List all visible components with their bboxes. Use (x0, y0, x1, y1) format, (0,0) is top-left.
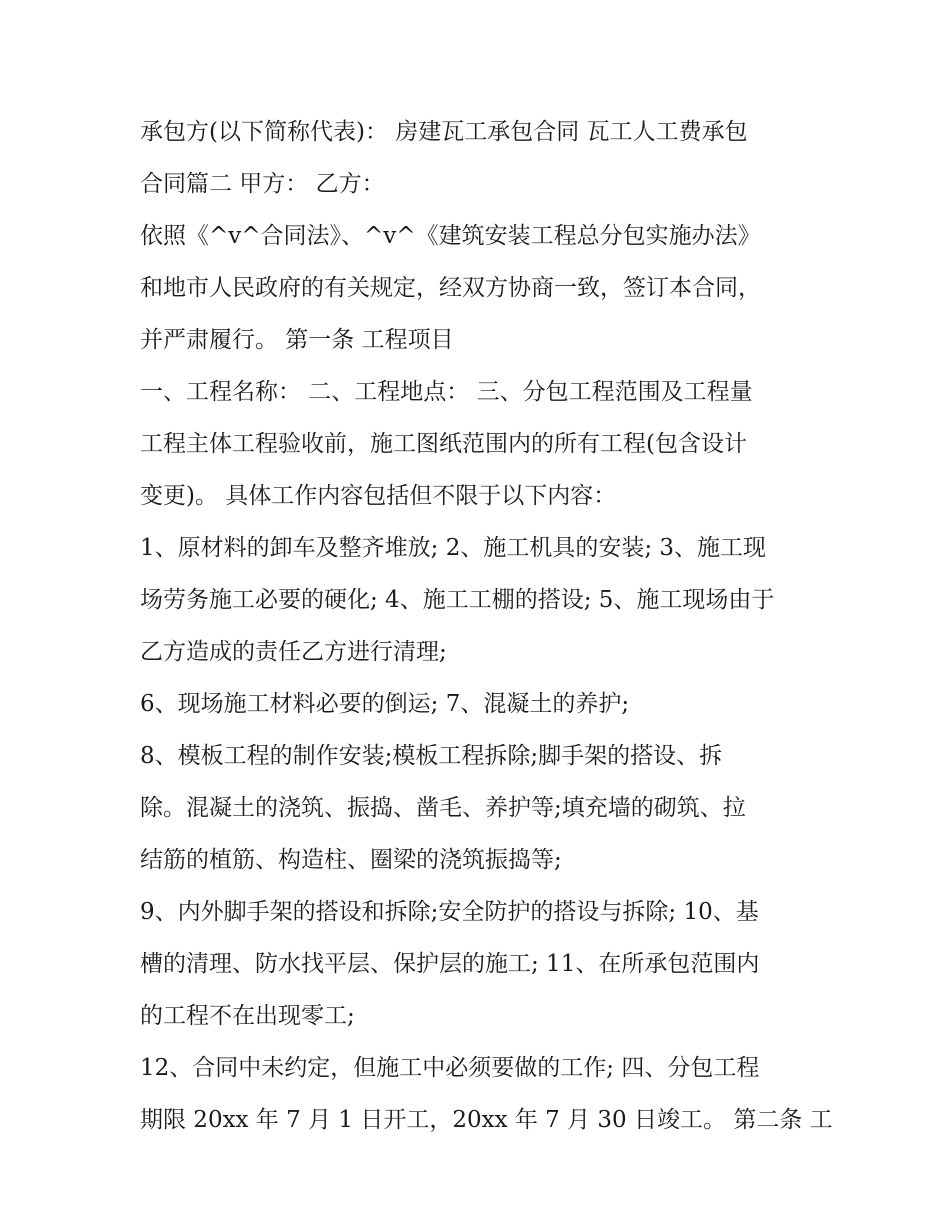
text-line: 并严肃履行。 第一条 工程项目 (140, 327, 454, 353)
contract-text-body (140, 106, 833, 1146)
text-line: 期限 20xx 年 7 月 1 日开工，20xx 年 7 月 30 日竣工。 第二条 工 (140, 1107, 833, 1133)
text-line: 承包方(以下简称代表)： 房建瓦工承包合同 瓦工人工费承包 (140, 119, 748, 145)
text-line: 和地市人民政府的有关规定，经双方协商一致，签订本合同， (140, 275, 761, 301)
text-line: 场劳务施工必要的硬化; 4、施工工棚的搭设; 5、施工现场由于 (140, 587, 775, 613)
text-line: 9、内外脚手架的搭设和拆除;安全防护的搭设与拆除; 10、基 (140, 899, 759, 925)
text-line: 合同篇二 甲方： 乙方： (140, 171, 385, 197)
text-line: 1、原材料的卸车及整齐堆放; 2、施工机具的安装; 3、施工现 (140, 535, 767, 561)
text-line: 6、现场施工材料必要的倒运; 7、混凝土的养护; (140, 691, 630, 717)
text-line: 变更)。 具体工作内容包括但不限于以下内容： (140, 483, 617, 509)
text-line: 除。混凝土的浇筑、振捣、凿毛、养护等;填充墙的砌筑、拉 (140, 795, 746, 821)
text-line: 结筋的植筋、构造柱、圈梁的浇筑振捣等; (140, 847, 562, 873)
text-line: 槽的清理、防水找平层、保护层的施工; 11、在所承包范围内 (140, 951, 760, 977)
text-line: 乙方造成的责任乙方进行清理; (140, 639, 447, 665)
text-line: 8、模板工程的制作安装;模板工程拆除;脚手架的搭设、拆 (140, 743, 723, 769)
text-line: 依照《^v^合同法》、^v^《建筑安装工程总分包实施办法》 (140, 223, 761, 249)
text-line: 工程主体工程验收前，施工图纸范围内的所有工程(包含设计 (140, 431, 747, 457)
text-line: 一、工程名称： 二、工程地点： 三、分包工程范围及工程量 (140, 379, 753, 405)
text-line: 12、合同中未约定，但施工中必须要做的工作; 四、分包工程 (140, 1055, 760, 1081)
text-line: 的工程不在出现零工; (140, 1003, 355, 1029)
